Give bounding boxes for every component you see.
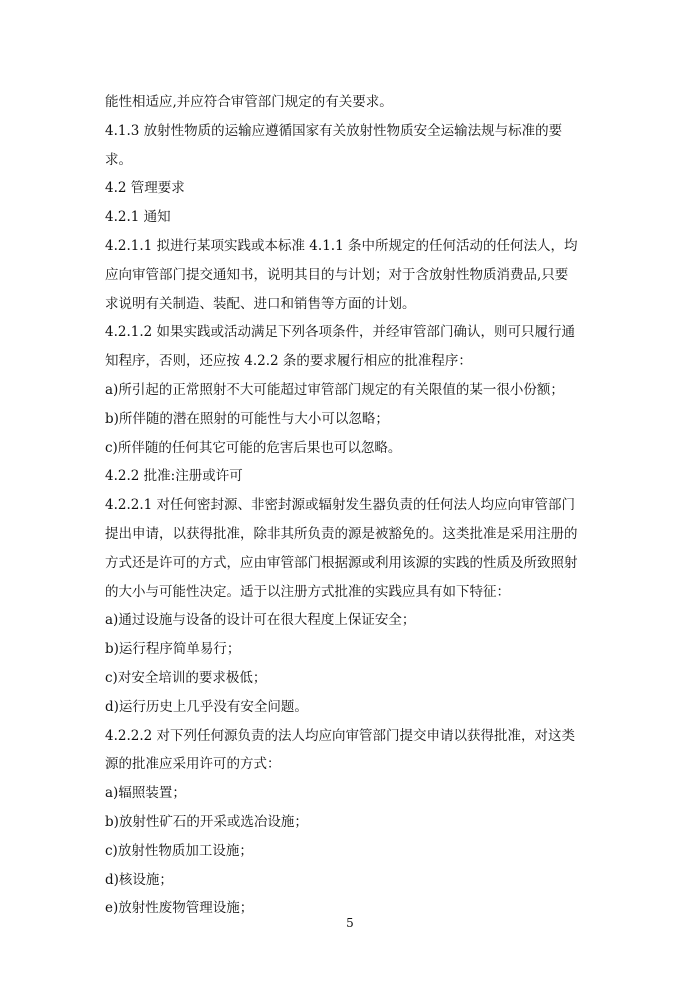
text-line: 求。 (105, 151, 132, 168)
list-item: e)放射性废物管理设施； (105, 900, 254, 917)
text-line: 求说明有关制造、装配、进口和销售等方面的计划。 (105, 295, 416, 312)
list-item: a)辐照装置； (105, 785, 186, 802)
page-number: 5 (346, 916, 354, 930)
text-line: 4.2.1.2 如果实践或活动满足下列各项条件，并经审管部门确认，则可只履行通 (105, 324, 576, 341)
section-heading: 4.2 管理要求 (105, 180, 185, 197)
list-item: b)放射性矿石的开采或选冶设施； (105, 813, 308, 830)
list-item: d)核设施； (105, 871, 173, 888)
list-item: b)所伴随的潜在照射的可能性与大小可以忽略； (105, 410, 389, 427)
text-line: 源的批准应采用许可的方式： (105, 756, 281, 773)
list-item: c)所伴随的任何其它可能的危害后果也可以忽略。 (105, 439, 402, 456)
text-line: 4.2.2.2 对下列任何源负责的法人均应向审管部门提交申请以获得批准，对这类 (105, 727, 576, 744)
text-line: 方式还是许可的方式，应由审管部门根据源或利用该源的实践的性质及所致照射 (105, 554, 578, 571)
text-line: 的大小与可能性决定。适于以注册方式批准的实践应具有如下特征： (105, 583, 510, 600)
list-item: a)所引起的正常照射不大可能超过审管部门规定的有关限值的某一很小份额； (105, 381, 564, 398)
text-line: 提出申请，以获得批准，除非其所负责的源是被豁免的。这类批准是采用注册的 (105, 525, 578, 542)
text-line: 4.1.3 放射性物质的运输应遵循国家有关放射性物质安全运输法规与标准的要 (105, 122, 563, 139)
list-item: a)通过设施与设备的设计可在很大程度上保证安全； (105, 612, 416, 629)
subsection-heading: 4.2.2 批准:注册或许可 (105, 468, 243, 485)
subsection-heading: 4.2.1 通知 (105, 209, 171, 226)
text-line: 4.2.1.1 拟进行某项实践或本标准 4.1.1 条中所规定的任何活动的任何法人，均 (105, 237, 578, 254)
list-item: b)运行程序简单易行； (105, 641, 241, 658)
text-line: 应向审管部门提交通知书，说明其目的与计划；对于含放射性物质消费品,只要 (105, 266, 569, 283)
list-item: c)对安全培训的要求极低； (105, 669, 267, 686)
list-item: c)放射性物质加工设施； (105, 842, 253, 859)
text-line: 4.2.2.1 对任何密封源、非密封源或辐射发生器负责的任何法人均应向审管部门 (105, 497, 576, 514)
page-body (105, 88, 605, 923)
text-line: 能性相适应,并应符合审管部门规定的有关要求。 (105, 94, 393, 110)
text-line: 知程序，否则，还应按 4.2.2 条的要求履行相应的批准程序： (105, 353, 472, 370)
list-item: d)运行历史上几乎没有安全问题。 (105, 698, 308, 715)
